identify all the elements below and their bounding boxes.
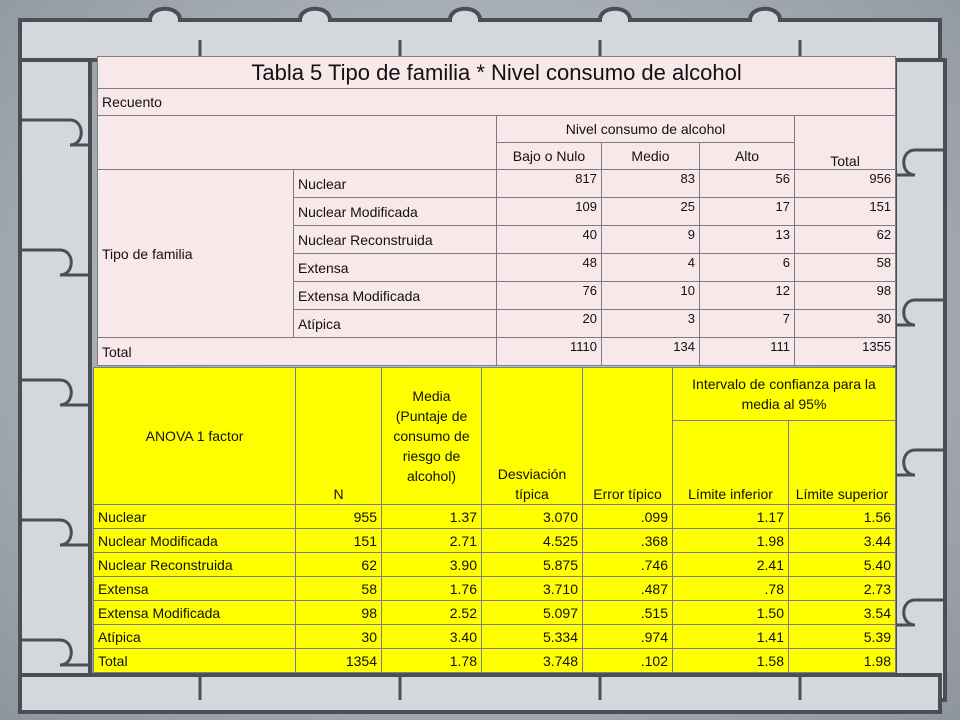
cell-value: 1.58 xyxy=(673,649,789,673)
puzzle-top-row xyxy=(20,9,940,60)
header-intervalo: Intervalo de confianza para la media al 95% xyxy=(673,368,896,421)
cell-value: 5.097 xyxy=(482,601,583,625)
cell-value: 3 xyxy=(602,310,700,338)
cell-value: 17 xyxy=(700,198,795,226)
row-label: Total xyxy=(94,649,296,673)
cell-value: 30 xyxy=(296,625,382,649)
cell-value: 2.52 xyxy=(382,601,482,625)
row-group-label: Tipo de familia xyxy=(98,170,294,338)
row-label: Nuclear Modificada xyxy=(294,198,497,226)
anova-corner-label: ANOVA 1 factor xyxy=(94,368,296,505)
cell-value: 4 xyxy=(602,254,700,282)
cell-value: 1354 xyxy=(296,649,382,673)
total-header: Total xyxy=(795,116,896,170)
table-row xyxy=(94,601,896,625)
row-label: Extensa Modificada xyxy=(94,601,296,625)
cell-value: 2.71 xyxy=(382,529,482,553)
puzzle-bottom-row xyxy=(20,675,940,712)
cell-value: 7 xyxy=(700,310,795,338)
row-label: Extensa Modificada xyxy=(294,282,497,310)
cell-value: 3.40 xyxy=(382,625,482,649)
cell-value: 4.525 xyxy=(482,529,583,553)
table-total-row xyxy=(98,338,896,366)
group-header: Nivel consumo de alcohol xyxy=(497,116,795,143)
row-label: Atípica xyxy=(294,310,497,338)
cell-value: 1.78 xyxy=(382,649,482,673)
cell-value: 5.39 xyxy=(789,625,896,649)
cell-value: 1.98 xyxy=(673,529,789,553)
cell-value: 56 xyxy=(700,170,795,198)
cell-value: 5.875 xyxy=(482,553,583,577)
cell-value: 1.56 xyxy=(789,505,896,529)
header-error: Error típico xyxy=(583,368,673,505)
header-limite-superior: Límite superior xyxy=(789,421,896,505)
cell-value: 2.73 xyxy=(789,577,896,601)
cell-value: .099 xyxy=(583,505,673,529)
row-label: Total xyxy=(98,338,497,366)
cell-value: 111 xyxy=(700,338,795,366)
cell-value: 1110 xyxy=(497,338,602,366)
header-media: Media (Puntaje de consumo de riesgo de alcohol) xyxy=(382,368,482,505)
row-label: Extensa xyxy=(94,577,296,601)
cell-value: 1.98 xyxy=(789,649,896,673)
row-label: Nuclear xyxy=(294,170,497,198)
header-desviacion: Desviación típica xyxy=(482,368,583,505)
cell-value: 5.40 xyxy=(789,553,896,577)
table-row xyxy=(94,505,896,529)
column-header: Bajo o Nulo xyxy=(497,143,602,170)
cell-value: 1.50 xyxy=(673,601,789,625)
cell-value: 10 xyxy=(602,282,700,310)
cell-value: .487 xyxy=(583,577,673,601)
cell-value: .78 xyxy=(673,577,789,601)
column-header: Alto xyxy=(700,143,795,170)
cell-value: 109 xyxy=(497,198,602,226)
cell-value: 62 xyxy=(795,226,896,254)
cell-value: 98 xyxy=(296,601,382,625)
cell-value: .515 xyxy=(583,601,673,625)
column-header: Medio xyxy=(602,143,700,170)
table-row xyxy=(94,553,896,577)
table-row xyxy=(94,625,896,649)
cell-value: 3.070 xyxy=(482,505,583,529)
table-row xyxy=(94,529,896,553)
cell-value: 151 xyxy=(795,198,896,226)
table-row xyxy=(98,170,896,198)
header-limite-inferior: Límite inferior xyxy=(673,421,789,505)
cell-value: 1.76 xyxy=(382,577,482,601)
cell-value: 5.334 xyxy=(482,625,583,649)
table-row xyxy=(94,577,896,601)
cell-value: 1.41 xyxy=(673,625,789,649)
puzzle-right-column xyxy=(895,60,945,700)
cell-value: 817 xyxy=(497,170,602,198)
cell-value: 3.54 xyxy=(789,601,896,625)
table-header-row-1 xyxy=(98,116,896,143)
table-subtitle-row xyxy=(98,89,896,116)
cell-value: 12 xyxy=(700,282,795,310)
cell-value: 58 xyxy=(795,254,896,282)
cell-value: 40 xyxy=(497,226,602,254)
table-total-row xyxy=(94,649,896,673)
cell-value: .368 xyxy=(583,529,673,553)
cell-value: .974 xyxy=(583,625,673,649)
empty-header-cell xyxy=(98,116,497,170)
crosstab-table xyxy=(97,56,896,366)
cell-value: 1355 xyxy=(795,338,896,366)
cell-value: 6 xyxy=(700,254,795,282)
cell-value: 3.748 xyxy=(482,649,583,673)
cell-value: 98 xyxy=(795,282,896,310)
anova-table xyxy=(93,367,896,673)
cell-value: 25 xyxy=(602,198,700,226)
cell-value: 13 xyxy=(700,226,795,254)
cell-value: 58 xyxy=(296,577,382,601)
cell-value: 3.44 xyxy=(789,529,896,553)
cell-value: 3.710 xyxy=(482,577,583,601)
cell-value: 76 xyxy=(497,282,602,310)
row-label: Extensa xyxy=(294,254,497,282)
cell-value: 956 xyxy=(795,170,896,198)
cell-value: 62 xyxy=(296,553,382,577)
cell-value: 20 xyxy=(497,310,602,338)
row-label: Nuclear Reconstruida xyxy=(94,553,296,577)
cell-value: 955 xyxy=(296,505,382,529)
cell-value: 2.41 xyxy=(673,553,789,577)
cell-value: 1.37 xyxy=(382,505,482,529)
cell-value: 30 xyxy=(795,310,896,338)
cell-value: 9 xyxy=(602,226,700,254)
cell-value: 1.17 xyxy=(673,505,789,529)
cell-value: 83 xyxy=(602,170,700,198)
cell-value: 134 xyxy=(602,338,700,366)
row-label: Nuclear xyxy=(94,505,296,529)
row-label: Nuclear Reconstruida xyxy=(294,226,497,254)
cell-value: 151 xyxy=(296,529,382,553)
table-title: Tabla 5 Tipo de familia * Nivel consumo de alcohol xyxy=(98,57,896,89)
anova-header-row-1 xyxy=(94,368,896,421)
table-title-row xyxy=(98,57,896,89)
cell-value: .746 xyxy=(583,553,673,577)
row-label: Nuclear Modificada xyxy=(94,529,296,553)
cell-value: 3.90 xyxy=(382,553,482,577)
row-label: Atípica xyxy=(94,625,296,649)
cell-value: 48 xyxy=(497,254,602,282)
cell-value: .102 xyxy=(583,649,673,673)
table-subtitle: Recuento xyxy=(98,89,896,116)
header-n: N xyxy=(296,368,382,505)
